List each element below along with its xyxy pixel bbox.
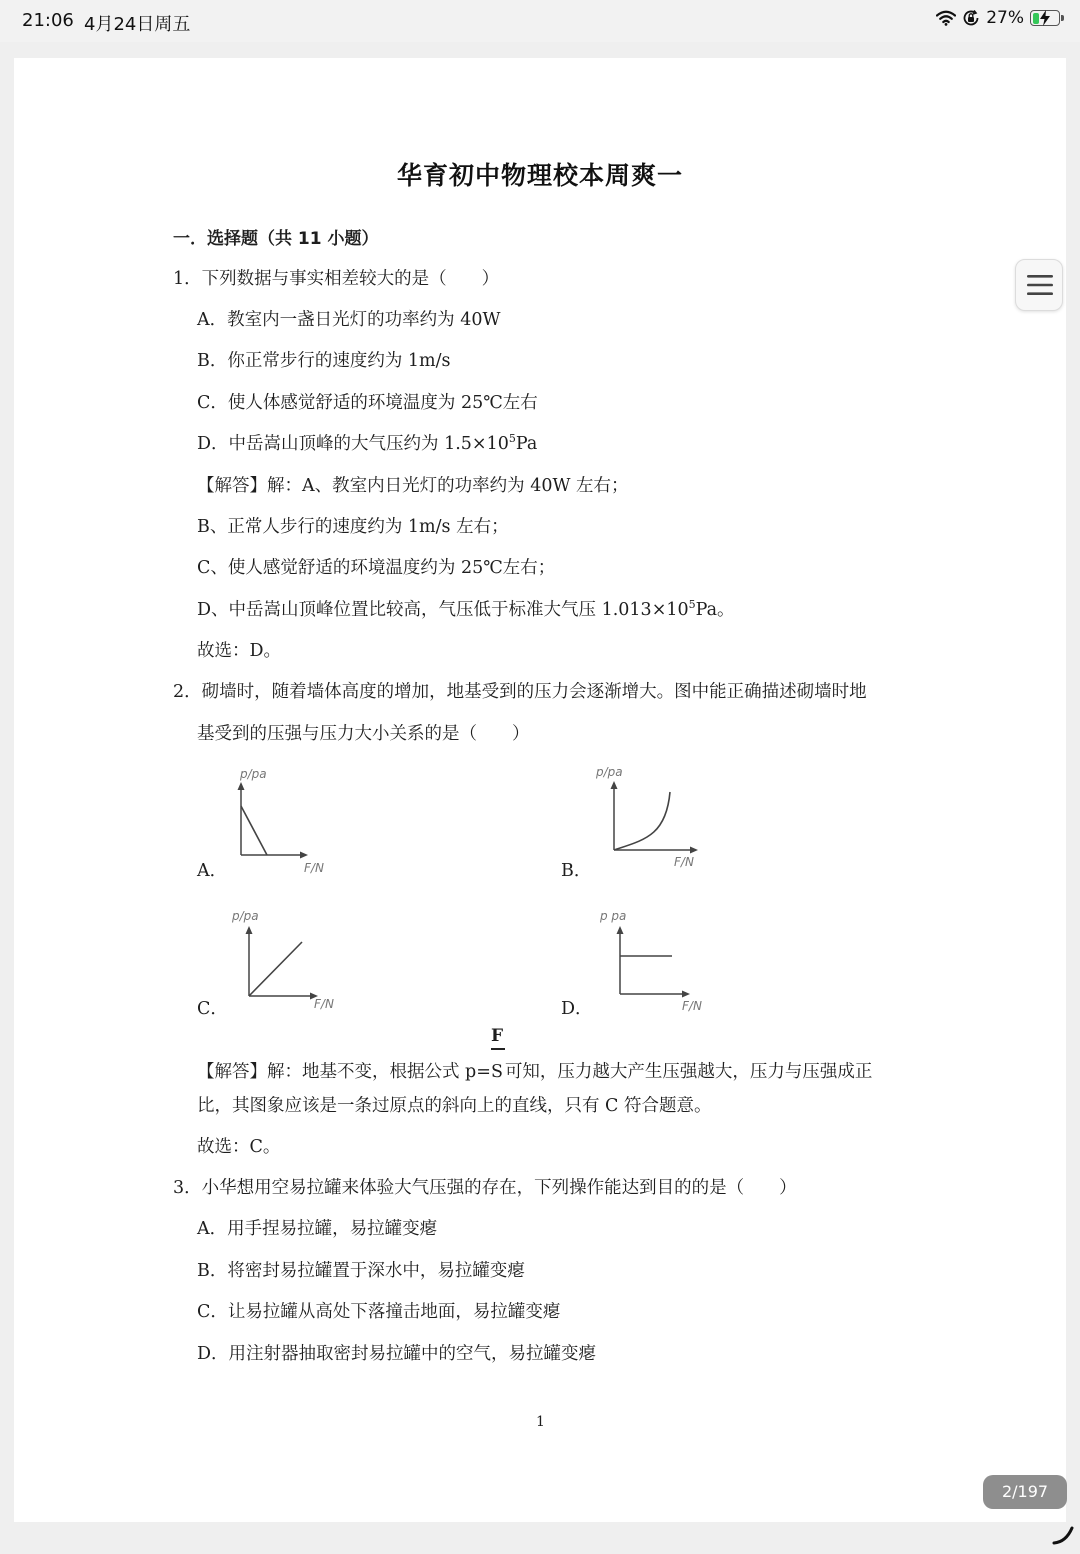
q1-answer-line-3: C、使人感觉舒适的环境温度约为 25℃左右； xyxy=(197,558,556,578)
status-time: 21:06 xyxy=(22,10,74,31)
q1-answer-line-4-unit: Pa。 xyxy=(695,600,735,620)
footer-page-number: 1 xyxy=(536,1414,545,1430)
graph-a-y-arrow xyxy=(238,782,245,790)
graph-d-y-label: p pa xyxy=(600,909,627,923)
graph-c-label: C． xyxy=(197,999,228,1019)
graph-b-x-label: F/N xyxy=(674,855,694,869)
q3-option-a: A．用手捏易拉罐，易拉罐变瘪 xyxy=(197,1219,438,1239)
graph-d-label: D． xyxy=(561,999,593,1019)
q1-stem: 1．下列数据与事实相差较大的是（ ） xyxy=(173,269,500,289)
fraction-numerator: F xyxy=(490,1026,504,1046)
q1-answer-line-4 xyxy=(197,596,735,621)
q1-answer-line-2: B、正常人步行的速度约为 1m/s 左右； xyxy=(197,517,509,537)
graph-b xyxy=(594,758,724,873)
graph-b-x-arrow xyxy=(690,847,698,854)
graph-d xyxy=(594,904,724,1019)
q2-answer-text: 【解答】解：地基不变，根据公式 p= xyxy=(197,1062,491,1082)
rotation-lock-icon xyxy=(962,9,980,27)
formula-fraction xyxy=(490,1026,505,1082)
wifi-icon xyxy=(936,10,956,26)
document-title: 华育初中物理校本周爽一 xyxy=(396,161,683,190)
hamburger-menu-icon xyxy=(1027,273,1053,297)
q2-answer-line-1 xyxy=(197,1026,873,1083)
q2-stem-line-1: 2．砌墙时，随着墙体高度的增加，地基受到的压力会逐渐增大。图中能正确描述砌墙时地 xyxy=(173,682,867,702)
q3-stem: 3．小华想用空易拉罐来体验大气压强的存在，下列操作能达到目的的是（ ） xyxy=(173,1178,797,1198)
q3-option-c: C．让易拉罐从高处下落撞击地面，易拉罐变瘪 xyxy=(197,1302,561,1322)
q1-answer-line-4-text: D、中岳嵩山顶峰位置比较高，气压低于标准大气压 1.013×10 xyxy=(197,600,689,620)
charging-bolt-icon xyxy=(1039,10,1051,26)
q2-stem-line-2: 基受到的压强与压力大小关系的是（ ） xyxy=(197,724,530,744)
q3-option-d: D．用注射器抽取密封易拉罐中的空气，易拉罐变瘪 xyxy=(197,1344,597,1364)
battery-fill xyxy=(1033,13,1039,24)
q1-option-a: A．教室内一盏日光灯的功率约为 40W xyxy=(197,310,501,330)
graph-b-y-arrow xyxy=(611,781,618,789)
page-counter: 2/197 xyxy=(983,1475,1067,1509)
q2-answer-line-2: 比，其图象应该是一条过原点的斜向上的直线，只有 C 符合题意。 xyxy=(197,1096,712,1116)
q2-choice: 故选：C。 xyxy=(197,1137,281,1157)
graph-a-y-label: p/pa xyxy=(240,767,267,781)
q1-option-b: B．你正常步行的速度约为 1m/s xyxy=(197,351,451,371)
status-date: 4月24日周五 xyxy=(84,14,191,35)
graph-a-label: A． xyxy=(197,861,228,881)
document-page xyxy=(14,58,1066,1522)
graph-a-x-arrow xyxy=(300,852,308,859)
q1-choice: 故选：D。 xyxy=(197,641,282,661)
status-indicators xyxy=(936,8,1060,28)
q3-option-b: B．将密封易拉罐置于深水中，易拉罐变瘪 xyxy=(197,1261,525,1281)
section-heading: 一．选择题（共 11 小题） xyxy=(173,229,379,249)
graph-b-label: B． xyxy=(561,861,592,881)
battery-icon xyxy=(1030,10,1060,26)
graph-d-x-arrow xyxy=(682,991,690,998)
graph-d-x-label: F/N xyxy=(682,999,702,1013)
graph-a-x-label: F/N xyxy=(304,861,324,875)
q1-option-d-text: D．中岳嵩山顶峰的大气压约为 1.5×10 xyxy=(197,434,509,454)
graph-c-curve xyxy=(249,942,302,996)
status-bar xyxy=(0,0,1080,42)
q1-option-c: C．使人体感觉舒适的环境温度为 25℃左右 xyxy=(197,393,538,413)
graph-b-curve xyxy=(614,792,670,850)
graph-c xyxy=(224,902,354,1017)
q1-answer-line-4-exponent: 5 xyxy=(688,598,696,612)
graph-a-curve xyxy=(241,806,267,855)
fraction-bar xyxy=(491,1048,505,1050)
q2-answer-text-cont: 可知，压力越大产生压强越大，压力与压强成正 xyxy=(504,1062,873,1082)
q1-option-d xyxy=(197,430,537,455)
graph-d-y-arrow xyxy=(617,926,624,934)
graph-a xyxy=(224,760,344,880)
battery-percentage: 27% xyxy=(986,8,1024,28)
q1-option-d-exponent: 5 xyxy=(508,432,516,446)
graph-c-y-label: p/pa xyxy=(232,909,259,923)
q1-option-d-unit: Pa xyxy=(515,434,538,454)
graph-b-y-label: p/pa xyxy=(596,765,623,779)
menu-button[interactable] xyxy=(1015,259,1063,311)
q1-answer-line-1: 【解答】解：A、教室内日光灯的功率约为 40W 左右； xyxy=(197,476,629,496)
pencil-stroke-icon[interactable] xyxy=(1052,1524,1076,1546)
battery-nub xyxy=(1061,15,1064,21)
fraction-denominator: S xyxy=(490,1062,503,1082)
graph-c-y-arrow xyxy=(246,926,253,934)
graph-c-x-label: F/N xyxy=(314,997,334,1011)
